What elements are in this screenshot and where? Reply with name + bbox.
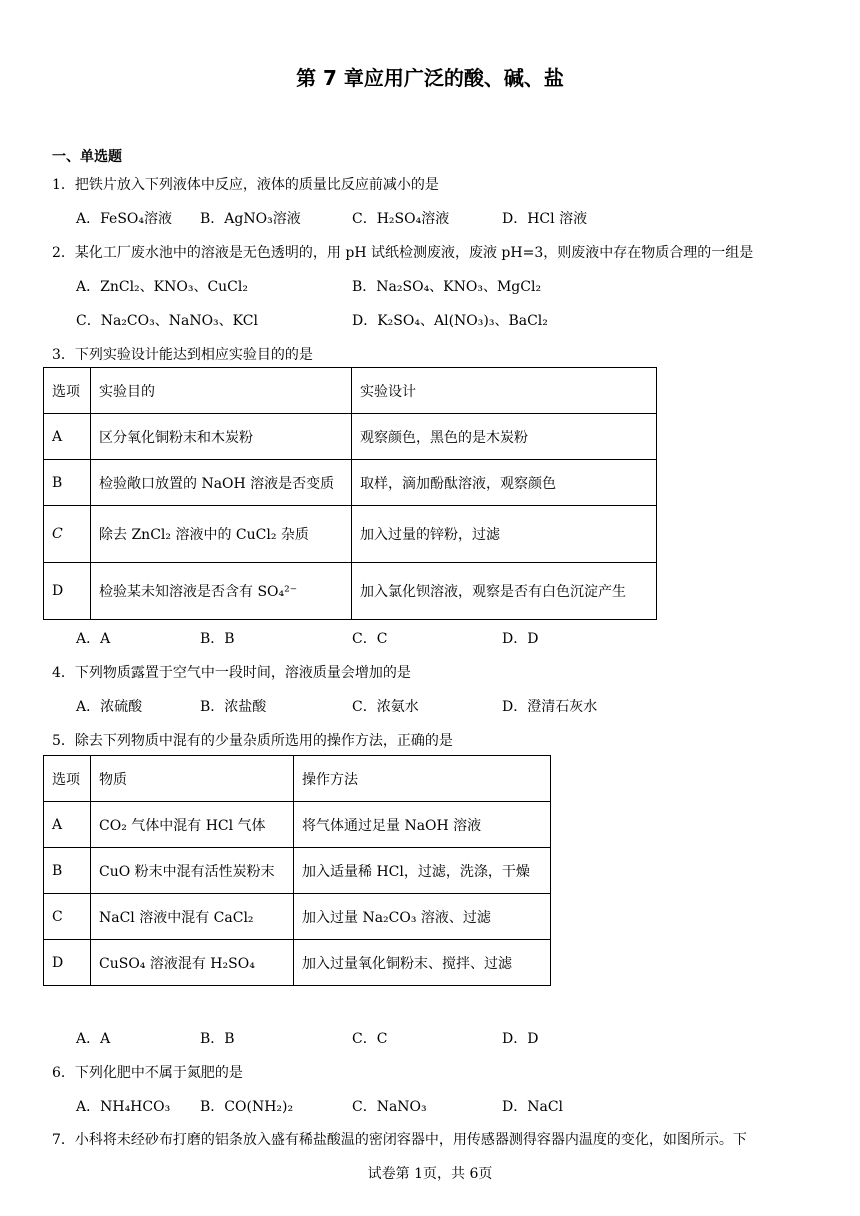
option-d: D．NaCl bbox=[502, 1099, 564, 1115]
section-heading: 一、单选题 bbox=[52, 149, 122, 165]
table-row bbox=[44, 940, 551, 986]
table-cell: 检验敞口放置的 NaOH 溶液是否变质 bbox=[91, 460, 352, 506]
option-b: B．CO(NH₂)₂ bbox=[200, 1099, 294, 1115]
table-header-cell: 选项 bbox=[44, 756, 91, 802]
table-cell: 加入过量 Na₂CO₃ 溶液、过滤 bbox=[294, 894, 551, 940]
table-header-row bbox=[44, 368, 657, 414]
table-row bbox=[44, 506, 657, 563]
option-b: B．Na₂SO₄、KNO₃、MgCl₂ bbox=[352, 279, 542, 295]
table-cell: 加入适量稀 HCl，过滤，洗涤，干燥 bbox=[294, 848, 551, 894]
option-a: A．FeSO₄溶液 bbox=[76, 211, 173, 227]
option-d: D．K₂SO₄、Al(NO₃)₃、BaCl₂ bbox=[352, 313, 548, 329]
table-cell: 加入氯化钡溶液，观察是否有白色沉淀产生 bbox=[352, 563, 657, 620]
option-a: A．NH₄HCO₃ bbox=[76, 1099, 171, 1115]
table-cell: 将气体通过足量 NaOH 溶液 bbox=[294, 802, 551, 848]
table-header-cell: 选项 bbox=[44, 368, 91, 414]
option-c: C．C bbox=[352, 1031, 388, 1047]
table-header-cell: 实验目的 bbox=[91, 368, 352, 414]
table-cell: CuO 粉末中混有活性炭粉末 bbox=[91, 848, 294, 894]
page-footer: 试卷第 1页，共 6页 bbox=[367, 1166, 493, 1182]
table-cell: 加入过量氧化铜粉末、搅拌、过滤 bbox=[294, 940, 551, 986]
table-cell: 检验某未知溶液是否含有 SO₄²⁻ bbox=[91, 563, 352, 620]
option-c: C．浓氨水 bbox=[352, 699, 419, 715]
table-header-row bbox=[44, 756, 551, 802]
table-row bbox=[44, 460, 657, 506]
table-cell: B bbox=[44, 460, 91, 506]
question-2-stem: 2．某化工厂废水池中的溶液是无色透明的，用 pH 试纸检测废液，废液 pH=3，则废液中存在物质合理的一组是 bbox=[52, 245, 754, 261]
option-a: A．ZnCl₂、KNO₃、CuCl₂ bbox=[76, 279, 248, 295]
question-1-stem: 1．把铁片放入下列液体中反应，液体的质量比反应前减小的是 bbox=[52, 177, 439, 193]
table-cell: 除去 ZnCl₂ 溶液中的 CuCl₂ 杂质 bbox=[91, 506, 352, 563]
page-title: 第 7 章应用广泛的酸、碱、盐 bbox=[296, 66, 564, 90]
table-cell: NaCl 溶液中混有 CaCl₂ bbox=[91, 894, 294, 940]
table-row bbox=[44, 563, 657, 620]
table-cell: 区分氧化铜粉末和木炭粉 bbox=[91, 414, 352, 460]
option-d: D．D bbox=[502, 631, 539, 647]
option-c: C．NaNO₃ bbox=[352, 1099, 427, 1115]
table-cell: D bbox=[44, 940, 91, 986]
option-b: B．B bbox=[200, 631, 235, 647]
table-cell: 取样，滴加酚酞溶液，观察颜色 bbox=[352, 460, 657, 506]
question-3-stem: 3．下列实验设计能达到相应实验目的的是 bbox=[52, 347, 313, 363]
table-cell: 观察颜色，黑色的是木炭粉 bbox=[352, 414, 657, 460]
question-5-stem: 5．除去下列物质中混有的少量杂质所选用的操作方法，正确的是 bbox=[52, 733, 453, 749]
table-header-cell: 实验设计 bbox=[352, 368, 657, 414]
question-5-table bbox=[43, 755, 551, 986]
table-cell: CO₂ 气体中混有 HCl 气体 bbox=[91, 802, 294, 848]
option-b: B．AgNO₃溶液 bbox=[200, 211, 301, 227]
table-header-cell: 操作方法 bbox=[294, 756, 551, 802]
option-d: D．澄清石灰水 bbox=[502, 699, 598, 715]
table-cell: CuSO₄ 溶液混有 H₂SO₄ bbox=[91, 940, 294, 986]
option-d: D．HCl 溶液 bbox=[502, 211, 588, 227]
table-row bbox=[44, 414, 657, 460]
option-a: A．A bbox=[76, 631, 111, 647]
table-cell: C bbox=[44, 506, 91, 563]
table-row bbox=[44, 802, 551, 848]
question-6-stem: 6．下列化肥中不属于氮肥的是 bbox=[52, 1065, 243, 1081]
option-a: A．浓硫酸 bbox=[76, 699, 143, 715]
table-cell: A bbox=[44, 802, 91, 848]
question-7-stem: 7．小科将未经砂布打磨的铝条放入盛有稀盐酸温的密闭容器中，用传感器测得容器内温度的变化，如图所示。下 bbox=[52, 1132, 747, 1148]
option-c: C．H₂SO₄溶液 bbox=[352, 211, 450, 227]
option-d: D．D bbox=[502, 1031, 539, 1047]
table-row bbox=[44, 848, 551, 894]
option-c: C．C bbox=[352, 631, 388, 647]
table-cell: A bbox=[44, 414, 91, 460]
question-3-table bbox=[43, 367, 657, 620]
table-cell: C bbox=[44, 894, 91, 940]
table-cell: D bbox=[44, 563, 91, 620]
table-cell: 加入过量的锌粉，过滤 bbox=[352, 506, 657, 563]
table-header-cell: 物质 bbox=[91, 756, 294, 802]
option-c: C．Na₂CO₃、NaNO₃、KCl bbox=[76, 313, 258, 329]
question-4-stem: 4．下列物质露置于空气中一段时间，溶液质量会增加的是 bbox=[52, 665, 411, 681]
option-a: A．A bbox=[76, 1031, 111, 1047]
table-row bbox=[44, 894, 551, 940]
option-b: B．B bbox=[200, 1031, 235, 1047]
option-b: B．浓盐酸 bbox=[200, 699, 267, 715]
table-cell: B bbox=[44, 848, 91, 894]
